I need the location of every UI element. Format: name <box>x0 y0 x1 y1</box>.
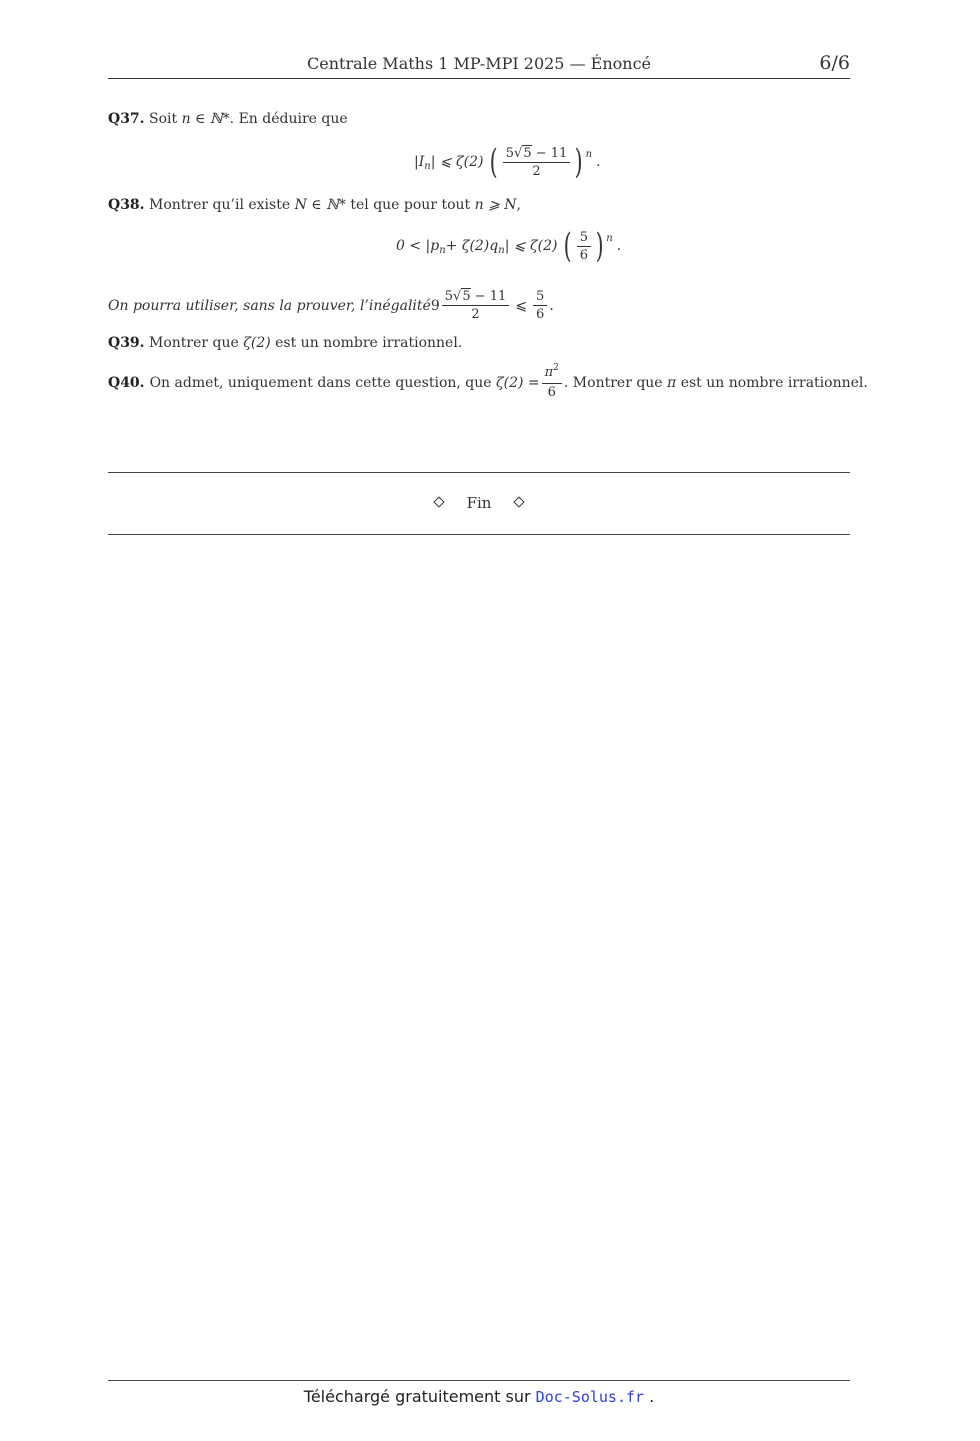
fraction-denominator: 2 <box>532 163 541 179</box>
question-38 <box>108 195 850 215</box>
formula-mid: + ζ(2)q <box>445 238 499 254</box>
fin-marker <box>108 494 850 512</box>
fraction-denominator: 6 <box>547 385 556 400</box>
question-label: Q39. <box>108 335 145 351</box>
fin-top-rule <box>108 472 850 473</box>
fraction-denominator: 2 <box>471 307 480 322</box>
formula-end: . <box>616 238 622 254</box>
question-text: Soit <box>149 111 182 127</box>
numerator-exponent: 2 <box>553 363 559 373</box>
question-text: On admet, uniquement dans cette question, que <box>149 374 497 391</box>
footer-end: . <box>644 1387 655 1406</box>
hint <box>108 288 554 323</box>
question-text: , <box>516 197 521 213</box>
question-text: . Montrer que <box>563 374 668 391</box>
hint-fraction <box>442 288 510 323</box>
numerator-coef: 5 <box>444 289 454 304</box>
sqrt-radicand: 5 <box>523 145 532 161</box>
hint-end: . <box>549 297 554 314</box>
numerator-rest: − 11 <box>470 289 507 304</box>
formula-end: . <box>596 154 601 170</box>
formula-subscript: n <box>424 160 431 172</box>
formula-lhs-end: | ⩽ ζ(2) <box>430 154 484 170</box>
math-inline: n ∈ ℕ* <box>181 111 230 127</box>
left-paren: ( <box>564 226 573 266</box>
fin-bottom-rule <box>108 534 850 535</box>
fraction-numerator: 5 <box>577 229 591 247</box>
math-inline: N ∈ ℕ* <box>294 197 346 213</box>
numerator-rest: − 11 <box>531 145 568 161</box>
fraction <box>577 229 591 264</box>
formula-37 <box>414 144 600 180</box>
page-header <box>108 54 850 79</box>
hint-relation: ⩽ <box>515 297 528 314</box>
question-label: Q38. <box>108 197 145 213</box>
fraction-denominator: 6 <box>579 247 589 263</box>
exponent: n <box>606 232 613 244</box>
right-paren: ) <box>574 142 583 182</box>
hint-coef: 9 <box>430 297 440 314</box>
question-text: est un nombre irrationnel. <box>270 335 463 351</box>
question-40 <box>108 363 868 401</box>
math-inline: π <box>667 374 677 391</box>
fraction <box>503 145 571 180</box>
sqrt-radicand: 5 <box>462 289 471 304</box>
numerator-symbol: π <box>544 365 554 380</box>
question-label: Q37. <box>108 111 145 127</box>
question-text: . En déduire que <box>229 111 348 127</box>
formula-lhs: |I <box>414 154 425 170</box>
formula-subscript: n <box>498 244 505 256</box>
formula-subscript: n <box>439 244 446 256</box>
diamond-icon <box>514 496 525 507</box>
fraction-numerator <box>542 364 562 384</box>
formula-38 <box>396 228 621 264</box>
hint-fraction-2 <box>533 288 547 323</box>
fin-label: Fin <box>466 494 492 512</box>
footer <box>108 1387 850 1406</box>
question-text: tel que pour tout <box>345 197 475 213</box>
page-number: 6/6 <box>819 52 850 74</box>
left-paren: ( <box>490 142 499 182</box>
question-37 <box>108 109 850 129</box>
formula-lhs: 0 < |p <box>396 238 440 254</box>
math-inline: ζ(2) <box>243 335 271 351</box>
fraction <box>542 364 562 401</box>
diamond-icon <box>433 496 444 507</box>
numerator-coef: 5 <box>505 145 515 161</box>
footer-text: Téléchargé gratuitement sur <box>303 1387 536 1406</box>
question-text: Montrer que <box>149 335 244 351</box>
header-title: Centrale Maths 1 MP-MPI 2025 — Énoncé <box>307 54 651 73</box>
fraction-numerator: 5 <box>533 288 547 306</box>
formula-rhs: | ⩽ ζ(2) <box>504 238 558 254</box>
right-paren: ) <box>595 226 604 266</box>
footer-rule <box>108 1380 850 1381</box>
hint-text: On pourra utiliser, sans la prouver, l’inégalité <box>108 297 431 314</box>
question-39 <box>108 333 850 353</box>
question-text: est un nombre irrationnel. <box>676 374 868 391</box>
math-inline: ζ(2) = <box>496 374 540 391</box>
exponent: n <box>585 148 593 160</box>
footer-link[interactable]: Doc-Solus.fr <box>535 1388 645 1406</box>
fraction-numerator: 5√5 − 11 <box>503 145 571 163</box>
math-inline: n ⩾ N <box>474 197 517 213</box>
question-text: Montrer qu’il existe <box>149 197 295 213</box>
fraction-numerator: 5√5 − 11 <box>442 288 510 306</box>
question-label: Q40. <box>108 374 145 391</box>
fraction-denominator: 6 <box>536 307 545 322</box>
